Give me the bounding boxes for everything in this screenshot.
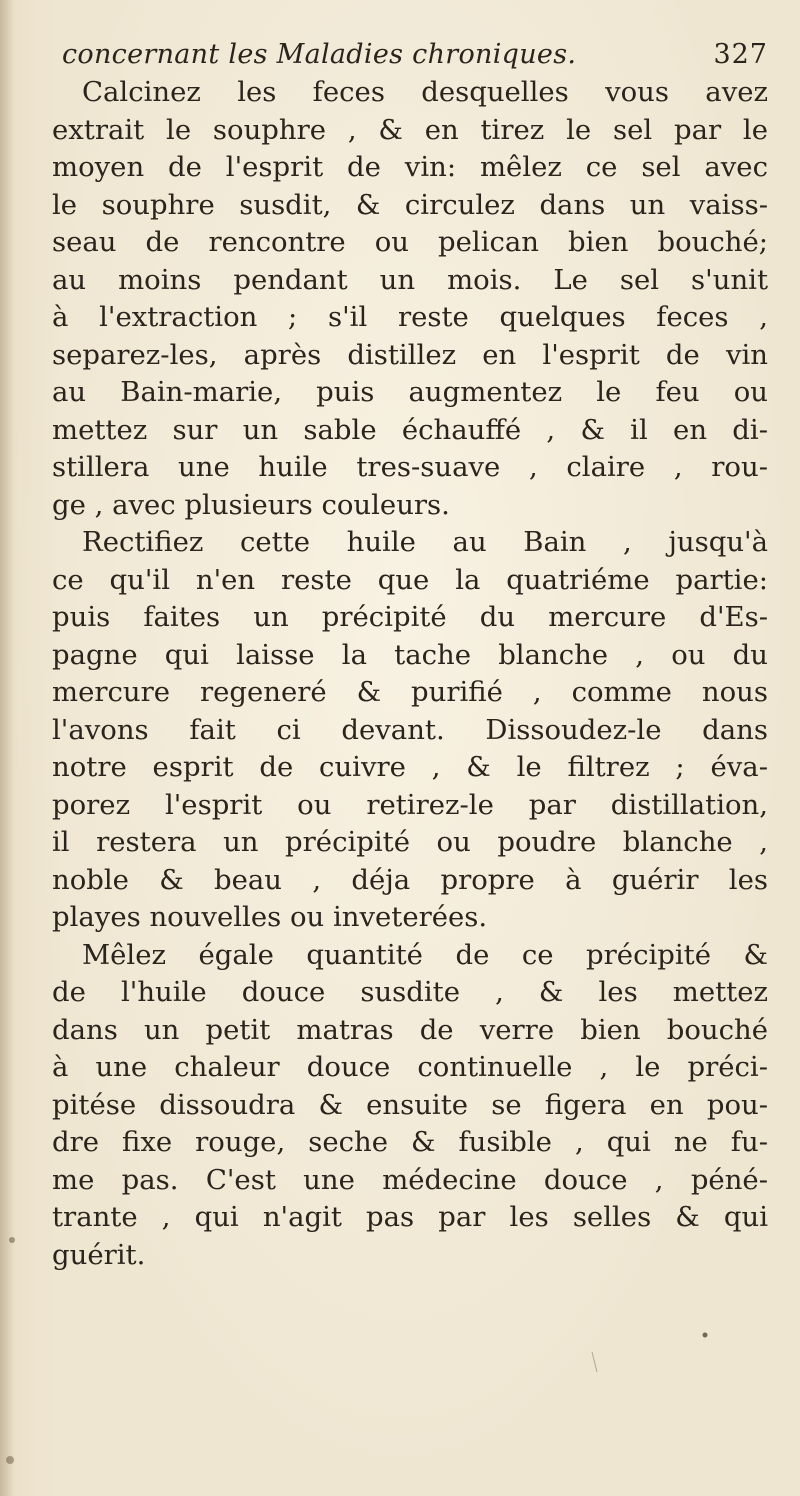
text-line: de l'huile douce susdite , & les mettez (52, 976, 768, 1008)
text-line: mettez sur un sable échauffé , & il en di- (52, 413, 768, 446)
body-text (52, 74, 768, 1274)
text-line: stillera une huile tres-suave , claire , rou- (52, 451, 768, 483)
text-line: seau de rencontre ou pelican bien bouché; (52, 226, 768, 258)
text-line: guérit. (52, 1238, 146, 1271)
text-line: dre fixe rouge, seche & fusible , qui ne fu- (52, 1126, 768, 1158)
text-line: playes nouvelles ou inveterées. (52, 901, 488, 933)
text-line: ce qu'il n'en reste que la quatriéme partie: (52, 563, 768, 596)
text-line: il restera un précipité ou poudre blanche , (52, 826, 768, 858)
text-line: porez l'esprit ou retirez-le par distillation, (52, 788, 768, 821)
text-line: notre esprit de cuivre , & le filtrez ; éva- (52, 751, 768, 783)
text-line: noble & beau , déja propre à guérir les (52, 863, 768, 896)
running-title: concernant les Maladies chroniques. (62, 39, 577, 70)
page-text-block (52, 38, 768, 1274)
text-line: Mêlez égale quantité de ce précipité & (82, 938, 768, 971)
text-line: trante , qui n'agit pas par les selles & qui (52, 1201, 768, 1233)
page-number: 327 (713, 39, 768, 70)
text-line: Calcinez les feces desquelles vous avez (82, 76, 768, 108)
text-line: extrait le souphre , & en tirez le sel par le (52, 113, 768, 146)
text-line: ge , avec plusieurs couleurs. (52, 488, 450, 521)
text-line: à l'extraction ; s'il reste quelques feces , (52, 301, 768, 333)
text-line: l'avons fait ci devant. Dissoudez-le dans (52, 713, 768, 746)
text-line: à une chaleur douce continuelle , le préci- (52, 1051, 768, 1083)
text-line: Rectifiez cette huile au Bain , jusqu'à (82, 526, 768, 558)
text-line: pagne qui laisse la tache blanche , ou du (52, 638, 768, 671)
page-header (52, 38, 768, 74)
text-line: puis faites un précipité du mercure d'Es- (52, 601, 768, 633)
text-line: separez-les, après distillez en l'esprit de vin (52, 338, 768, 371)
text-line: mercure regeneré & purifié , comme nous (52, 676, 768, 708)
text-line: dans un petit matras de verre bien bouché (52, 1013, 768, 1046)
text-line: au Bain-marie, puis augmentez le feu ou (52, 376, 768, 408)
text-line: pitése dissoudra & ensuite se figera en pou- (52, 1088, 768, 1121)
text-line: moyen de l'esprit de vin: mêlez ce sel avec (52, 151, 768, 183)
text-line: le souphre susdit, & circulez dans un vaiss- (52, 188, 768, 221)
text-line: au moins pendant un mois. Le sel s'unit (52, 263, 768, 296)
text-line: me pas. C'est une médecine douce , péné- (52, 1163, 768, 1196)
